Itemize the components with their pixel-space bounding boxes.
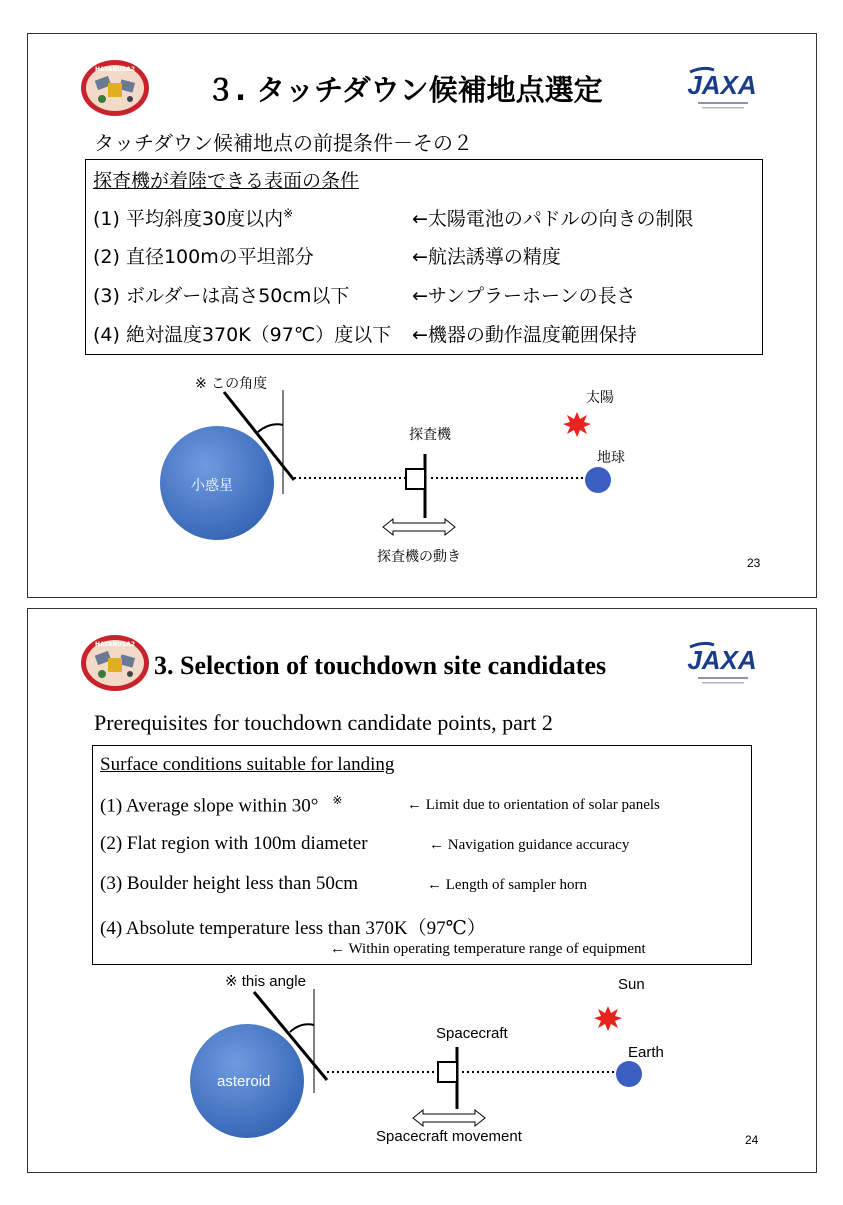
condition-3-label: (3) ボルダーは高さ50cm以下 <box>93 285 350 307</box>
earth-label: 地球 <box>597 450 625 466</box>
condition-4-reason: ← Within operating temperature range of equipment <box>330 941 646 957</box>
slide-japanese <box>27 33 817 598</box>
slide-english <box>27 608 817 1173</box>
spacecraft-label: 探査機 <box>409 427 451 443</box>
conditions-heading: Surface conditions suitable for landing <box>100 754 395 775</box>
movement-label: 探査機の動き <box>377 549 461 565</box>
subtitle: Prerequisites for touchdown candidate points, part 2 <box>94 710 553 735</box>
jaxa-logo-text: JAXA <box>687 70 757 100</box>
movement-arrow <box>383 519 455 535</box>
condition-2-label: (2) Flat region with 100m diameter <box>100 833 368 854</box>
condition-1-label: (1) 平均斜度30度以内※ <box>93 206 294 230</box>
movement-arrow <box>413 1110 485 1126</box>
condition-1-reason: ← Limit due to orientation of solar panels <box>407 797 660 813</box>
mission-logo-text: HAYABUSA2 <box>94 66 136 73</box>
condition-2-label: (2) 直径100mの平坦部分 <box>93 246 314 268</box>
sun-label: Sun <box>618 976 645 993</box>
angle-arc <box>258 424 283 432</box>
sun-shape <box>563 412 591 437</box>
condition-3-reason: ←サンプラーホーンの長さ <box>412 285 636 307</box>
condition-1-reason: ←太陽電池のパドルの向きの制限 <box>412 208 694 230</box>
page-title: ３. タッチダウン候補地点選定 <box>206 73 603 107</box>
condition-3-label: (3) Boulder height less than 50cm <box>100 873 359 894</box>
condition-3-reason: ← Length of sampler horn <box>427 877 587 893</box>
movement-label: Spacecraft movement <box>376 1128 522 1145</box>
subtitle: タッチダウン候補地点の前提条件－その２ <box>94 131 473 155</box>
spacecraft-body <box>406 469 425 489</box>
sun-label: 太陽 <box>586 390 614 406</box>
spacecraft-body <box>438 1062 457 1082</box>
condition-2-reason: ← Navigation guidance accuracy <box>429 837 630 853</box>
asteroid-label: 小惑星 <box>191 478 233 494</box>
mission-logo-text: HAYABUSA2 <box>94 641 136 648</box>
touchdown-diagram <box>28 609 816 1172</box>
condition-4-label: (4) Absolute temperature less than 370K（97℃） <box>100 918 486 939</box>
earth-shape <box>616 1061 642 1087</box>
angle-note: ※ この角度 <box>195 376 268 392</box>
earth-shape <box>585 467 611 493</box>
angle-note: ※ this angle <box>225 973 306 990</box>
page-number: 24 <box>745 1133 759 1147</box>
condition-1-label: (1) Average slope within 30° ※ <box>100 793 343 817</box>
condition-1-mark: ※ <box>283 206 294 221</box>
conditions-heading: 探査機が着陸できる表面の条件 <box>93 170 360 192</box>
sun-shape <box>594 1006 622 1031</box>
jaxa-logo-text: JAXA <box>687 645 757 675</box>
asteroid-label: asteroid <box>217 1073 271 1090</box>
condition-4-reason: ←機器の動作温度範囲保持 <box>412 324 637 346</box>
condition-4-label: (4) 絶対温度370K（97℃）度以下 <box>93 324 392 346</box>
condition-1-mark: ※ <box>332 793 343 807</box>
page-number: 23 <box>747 556 761 570</box>
page-title: 3. Selection of touchdown site candidates <box>154 651 607 680</box>
earth-label: Earth <box>628 1044 664 1061</box>
condition-2-reason: ←航法誘導の精度 <box>412 246 561 268</box>
angle-arc <box>290 1024 314 1032</box>
spacecraft-label: Spacecraft <box>436 1025 508 1042</box>
touchdown-diagram <box>28 34 816 597</box>
